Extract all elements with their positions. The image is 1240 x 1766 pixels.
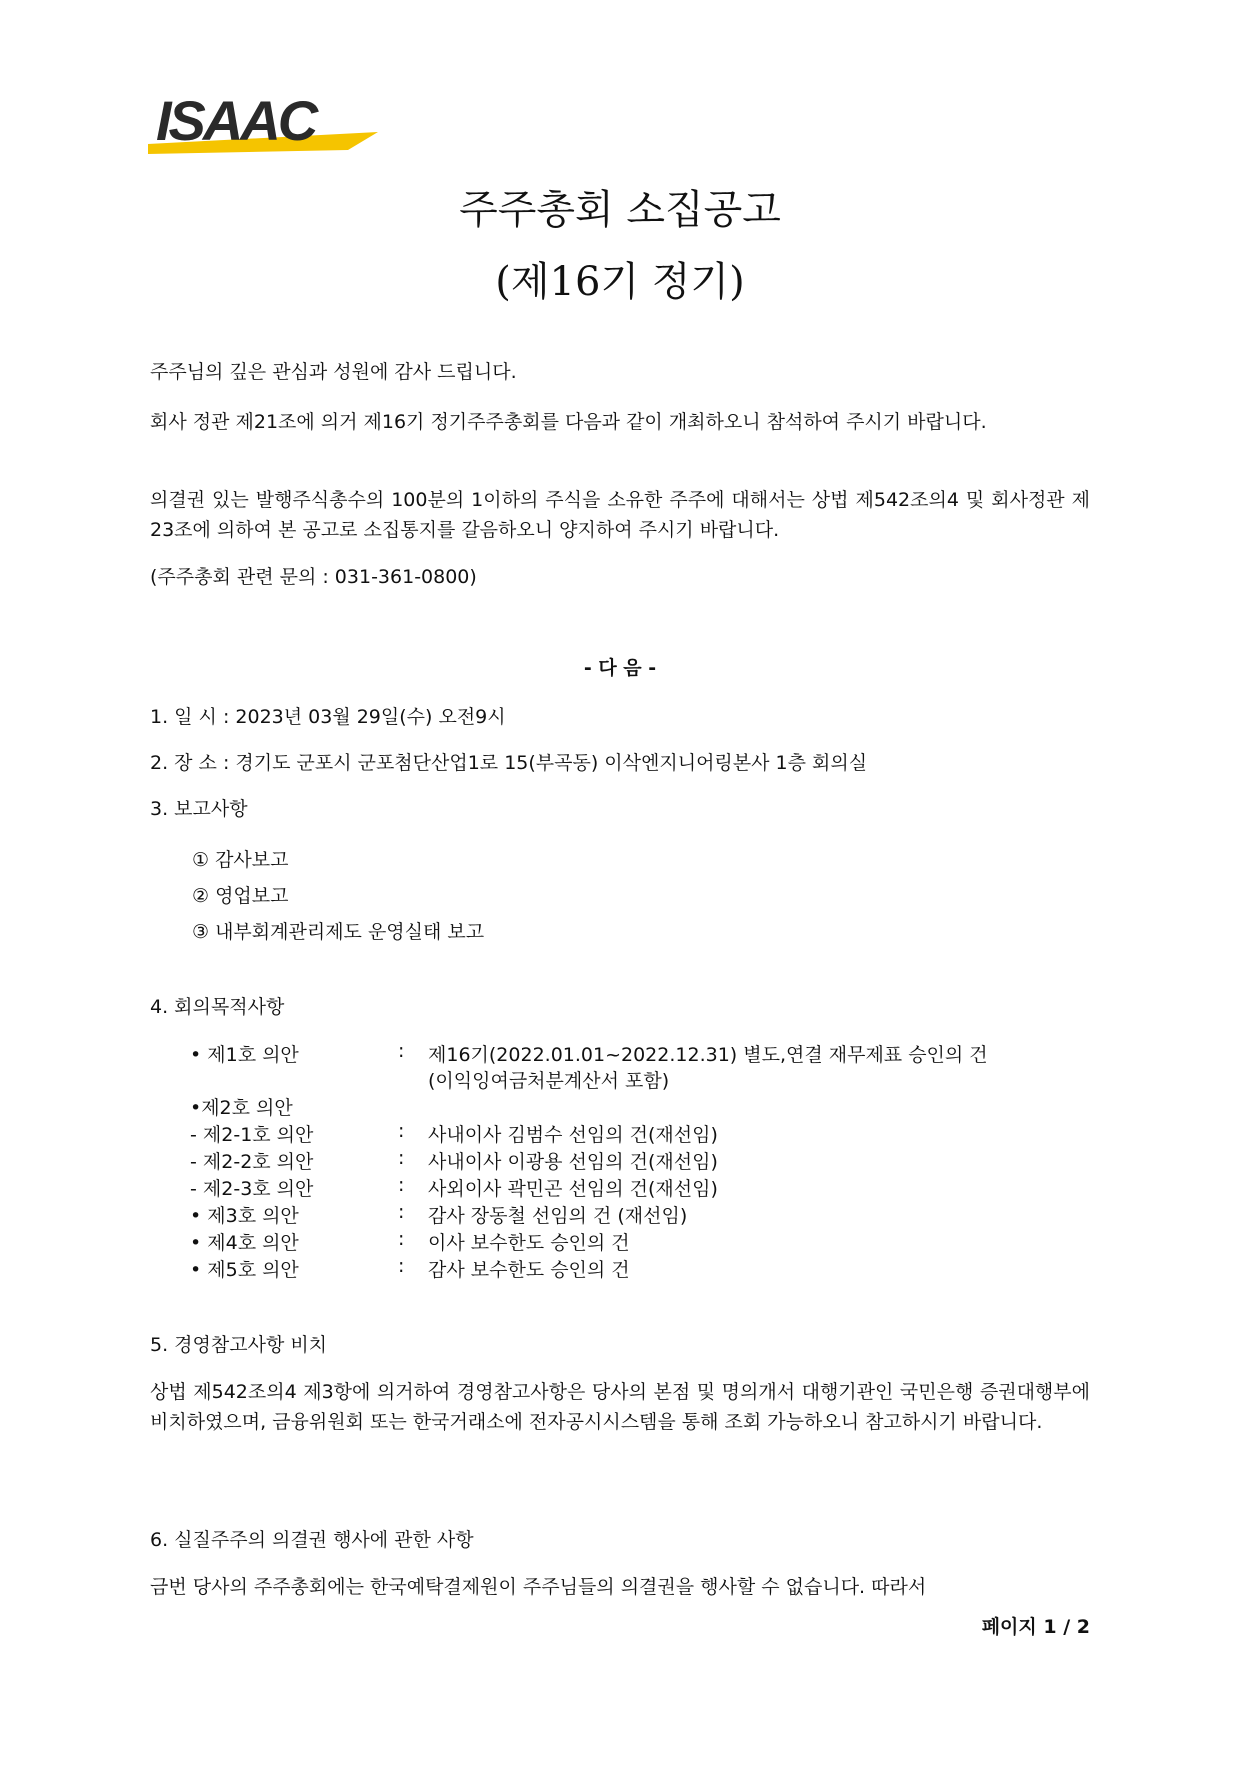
section6-title: 6. 실질주주의 의결권 행사에 관한 사항 (150, 1529, 474, 1551)
agenda-label: • 제1호 의안 (190, 1044, 299, 1066)
agenda-desc: 사내이사 이광용 선임의 건(재선임) (428, 1151, 718, 1173)
agenda-colon: : (398, 1228, 405, 1250)
agenda-label: - 제2-3호 의안 (190, 1178, 314, 1200)
agenda-label: - 제2-2호 의안 (190, 1151, 314, 1173)
agenda-label: • 제5호 의안 (190, 1259, 299, 1281)
section5-title: 5. 경영참고사항 비치 (150, 1334, 328, 1356)
agenda-colon: : (398, 1174, 405, 1196)
intro-paragraph-2: 회사 정관 제21조에 의거 제16기 정기주주총회를 다음과 같이 개최하오니 참석하여 주시기 바랍니다. (150, 411, 987, 433)
isaac-logo (148, 92, 378, 162)
section6-body: 금번 당사의 주주총회에는 한국예탁결제원이 주주님들의 의결권을 행사할 수 없습니다. 따라서 (150, 1576, 927, 1598)
agenda-colon: : (398, 1120, 405, 1142)
agenda-desc: 제16기(2022.01.01~2022.12.31) 별도,연결 재무제표 승인의 건 (428, 1044, 988, 1066)
report-title: 3. 보고사항 (150, 798, 248, 820)
agenda-colon: : (398, 1040, 405, 1062)
agenda-label: • 제4호 의안 (190, 1232, 299, 1254)
logo-text: ISAAC (156, 92, 316, 152)
agenda-colon: : (398, 1201, 405, 1223)
agenda-colon: : (398, 1147, 405, 1169)
agenda-title: 4. 회의목적사항 (150, 996, 285, 1018)
agenda-colon: : (398, 1255, 405, 1277)
agenda-desc: 감사 장동철 선임의 건 (재선임) (428, 1205, 688, 1227)
agenda-desc: 사내이사 김범수 선임의 건(재선임) (428, 1124, 718, 1146)
agenda-desc: 사외이사 곽민곤 선임의 건(재선임) (428, 1178, 718, 1200)
intro-paragraph-1: 주주님의 깊은 관심과 성원에 감사 드립니다. (150, 361, 517, 383)
agenda-desc: 이사 보수한도 승인의 건 (428, 1232, 630, 1254)
intro-paragraph-3: 의결권 있는 발행주식총수의 100분의 1이하의 주식을 소유한 주주에 대해서는 상법 제542조의4 및 회사정관 제23조에 의하여 본 공고로 소집통지를 갈음하오니 양지하여 주시기 바랍니다. (150, 489, 1090, 541)
contact-info: (주주총회 관련 문의 : 031-361-0800) (150, 566, 477, 588)
report-item: ① 감사보고 (192, 849, 289, 871)
section-heading: - 다 음 - (583, 657, 657, 679)
page-title: 주주총회 소집공고 (459, 187, 781, 233)
report-item: ② 영업보고 (192, 885, 289, 907)
agenda-label: - 제2-1호 의안 (190, 1124, 314, 1146)
agenda-desc: 감사 보수한도 승인의 건 (428, 1259, 630, 1281)
agenda-label: • 제3호 의안 (190, 1205, 299, 1227)
meeting-place: 2. 장 소 : 경기도 군포시 군포첨단산업1로 15(부곡동) 이삭엔지니어링본사 1층 회의실 (150, 752, 868, 774)
report-item: ③ 내부회계관리제도 운영실태 보고 (192, 921, 485, 943)
page-number: 페이지 1 / 2 (981, 1616, 1090, 1638)
agenda-desc: (이익잉여금처분계산서 포함) (428, 1070, 670, 1092)
section5-body: 상법 제542조의4 제3항에 의거하여 경영참고사항은 당사의 본점 및 명의개서 대행기관인 국민은행 증권대행부에 비치하였으며, 금융위원회 또는 한국거래소에 전자공시시스템을 통해 조회 가능하오니 참고하시기 바랍니다. (150, 1381, 1090, 1433)
page-subtitle: (제16기 정기) (495, 259, 745, 305)
meeting-date: 1. 일 시 : 2023년 03월 29일(수) 오전9시 (150, 706, 506, 728)
agenda-label: •제2호 의안 (190, 1097, 293, 1119)
